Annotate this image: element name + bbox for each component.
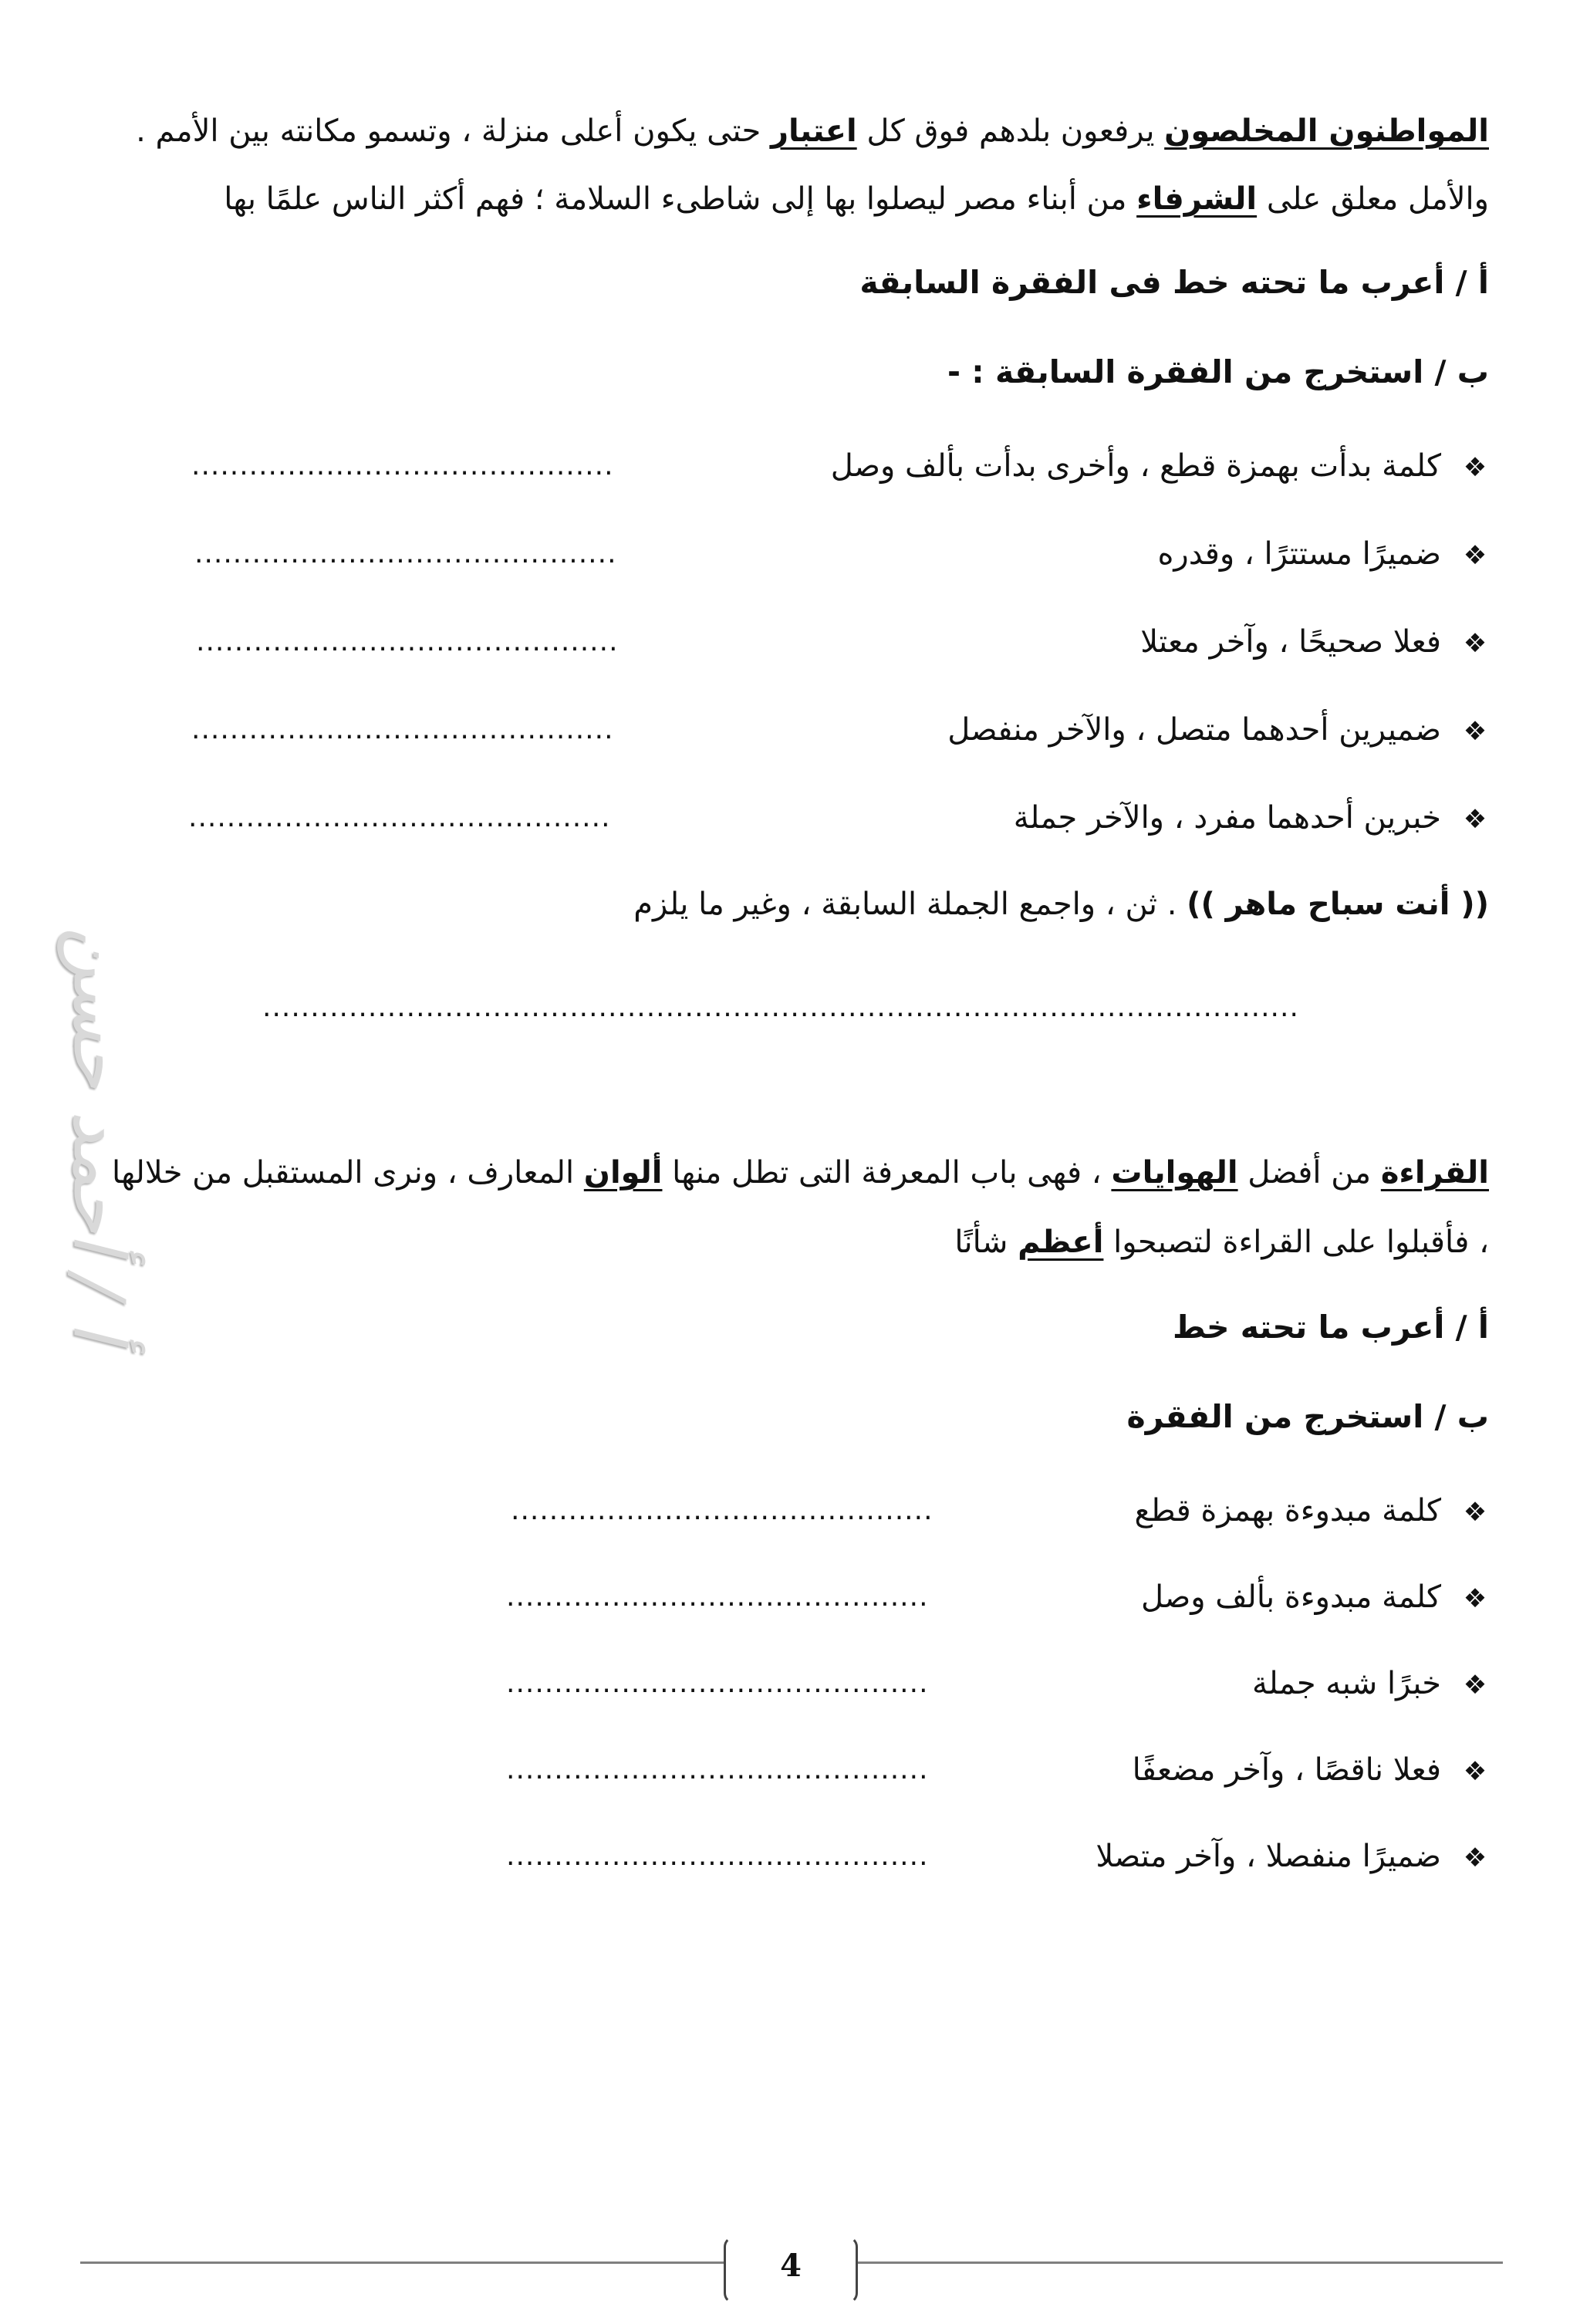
paragraph-text: المعارف ، ونرى المستقبل من خلالها [112,1155,584,1191]
item-text: خبرين أحدهما مفرد ، والآخر جملة [1013,800,1441,836]
underlined-word: أعظم [1018,1224,1104,1260]
list-item [1014,795,1489,843]
paragraph-text: من أفضل [1237,1155,1381,1191]
underlined-word: الشرفاء [1136,181,1258,217]
answer-blank[interactable]: ............................................ [191,450,614,481]
item-text: ضميرين أحدهما متصل ، والآخر منفصل [947,712,1441,748]
question-a-heading: أ / أعرب ما تحته خط فى الفقرة السابقة [859,264,1489,301]
list-item [831,443,1489,491]
paragraph-text: شأنًا [954,1224,1018,1260]
underlined-word: المواطنون المخلصون [1164,113,1489,149]
instruction-text: . ثن ، واجمع الجملة السابقة ، وغير ما يلزم [633,887,1187,922]
underlined-word: القراءة [1380,1155,1489,1191]
underlined-word: اعتبار [770,113,857,149]
answer-blank[interactable]: ............................................ [506,1754,929,1785]
list-item [1141,1574,1489,1622]
item-text: كلمة بدأت بهمزة قطع ، وأخرى بدأت بألف وصل [830,448,1441,484]
list-item [1096,1833,1489,1881]
answer-blank[interactable]: ............................................ [506,1840,929,1872]
item-text: خبرًا شبه جملة [1252,1666,1441,1701]
paragraph-text: والأمل معلق على [1257,181,1489,217]
underlined-word: ألوان [583,1155,663,1191]
paragraph-2-line-1 [112,1150,1489,1196]
list-item [1133,1747,1489,1795]
paragraph-text: ، فهى باب المعرفة التى تطل منها [662,1155,1112,1191]
answer-blank[interactable]: ............................................ [194,538,617,569]
list-item [1140,619,1489,667]
answer-blank[interactable]: ............................................ [191,714,614,745]
paragraph-text: يرفعون بلدهم فوق كل [856,113,1165,149]
answer-blank[interactable]: ............................................ [506,1581,929,1613]
list-item [947,707,1489,755]
item-text: فعلا ناقصًا ، وآخر مضعفًا [1132,1752,1441,1788]
author-signature-watermark: أ / أحمد حسن [57,927,140,1342]
paragraph-1-line-1 [136,108,1489,154]
diamond-bullet-icon: ❖ [1463,628,1487,659]
question-b-heading: ب / استخرج من الفقرة [1126,1398,1489,1435]
paragraph-2-line-2 [954,1219,1489,1265]
item-text: فعلا صحيحًا ، وآخر معتلا [1140,624,1441,660]
list-item [1157,531,1489,579]
answer-line[interactable]: ............................................................................................................ [262,991,1299,1023]
question-b-heading: ب / استخرج من الفقرة السابقة : - [947,353,1489,390]
diamond-bullet-icon: ❖ [1463,716,1487,747]
list-item [1252,1660,1489,1708]
paragraph-text: من أبناء مصر ليصلوا بها إلى شاطىء السلامة ؛ فهم أكثر الناس علمًا بها [224,181,1137,217]
diamond-bullet-icon: ❖ [1463,1670,1487,1701]
diamond-bullet-icon: ❖ [1463,1497,1487,1528]
question-a-heading: أ / أعرب ما تحته خط [1173,1309,1489,1346]
item-text: كلمة مبدوءة بألف وصل [1140,1579,1441,1615]
page-number: 4 [780,2248,802,2284]
item-text: ضميرًا منفصلا ، وآخر متصلا [1096,1839,1441,1874]
item-text: ضميرًا مستترًا ، وقدره [1157,536,1441,572]
instruction-line [633,881,1489,927]
answer-blank[interactable]: ............................................ [188,802,611,833]
diamond-bullet-icon: ❖ [1463,1583,1487,1614]
underlined-word: الهوايات [1111,1155,1238,1191]
list-item [1134,1488,1489,1535]
answer-blank[interactable]: ............................................ [506,1667,929,1699]
paragraph-text: ، فأقبلوا على القراءة لتصبحوا [1103,1224,1489,1260]
diamond-bullet-icon: ❖ [1463,540,1487,571]
item-text: كلمة مبدوءة بهمزة قطع [1134,1493,1441,1529]
paragraph-text: حتى يكون أعلى منزلة ، وتسمو مكانته بين الأمم . [136,113,771,149]
answer-blank[interactable]: ............................................ [511,1495,933,1526]
diamond-bullet-icon: ❖ [1463,1843,1487,1873]
answer-blank[interactable]: ............................................ [196,626,619,657]
diamond-bullet-icon: ❖ [1463,452,1487,483]
paragraph-1-line-2 [224,176,1489,222]
instruction-bold: (( أنت سباح ماهر )) [1187,887,1489,922]
diamond-bullet-icon: ❖ [1463,1756,1487,1787]
diamond-bullet-icon: ❖ [1463,804,1487,835]
